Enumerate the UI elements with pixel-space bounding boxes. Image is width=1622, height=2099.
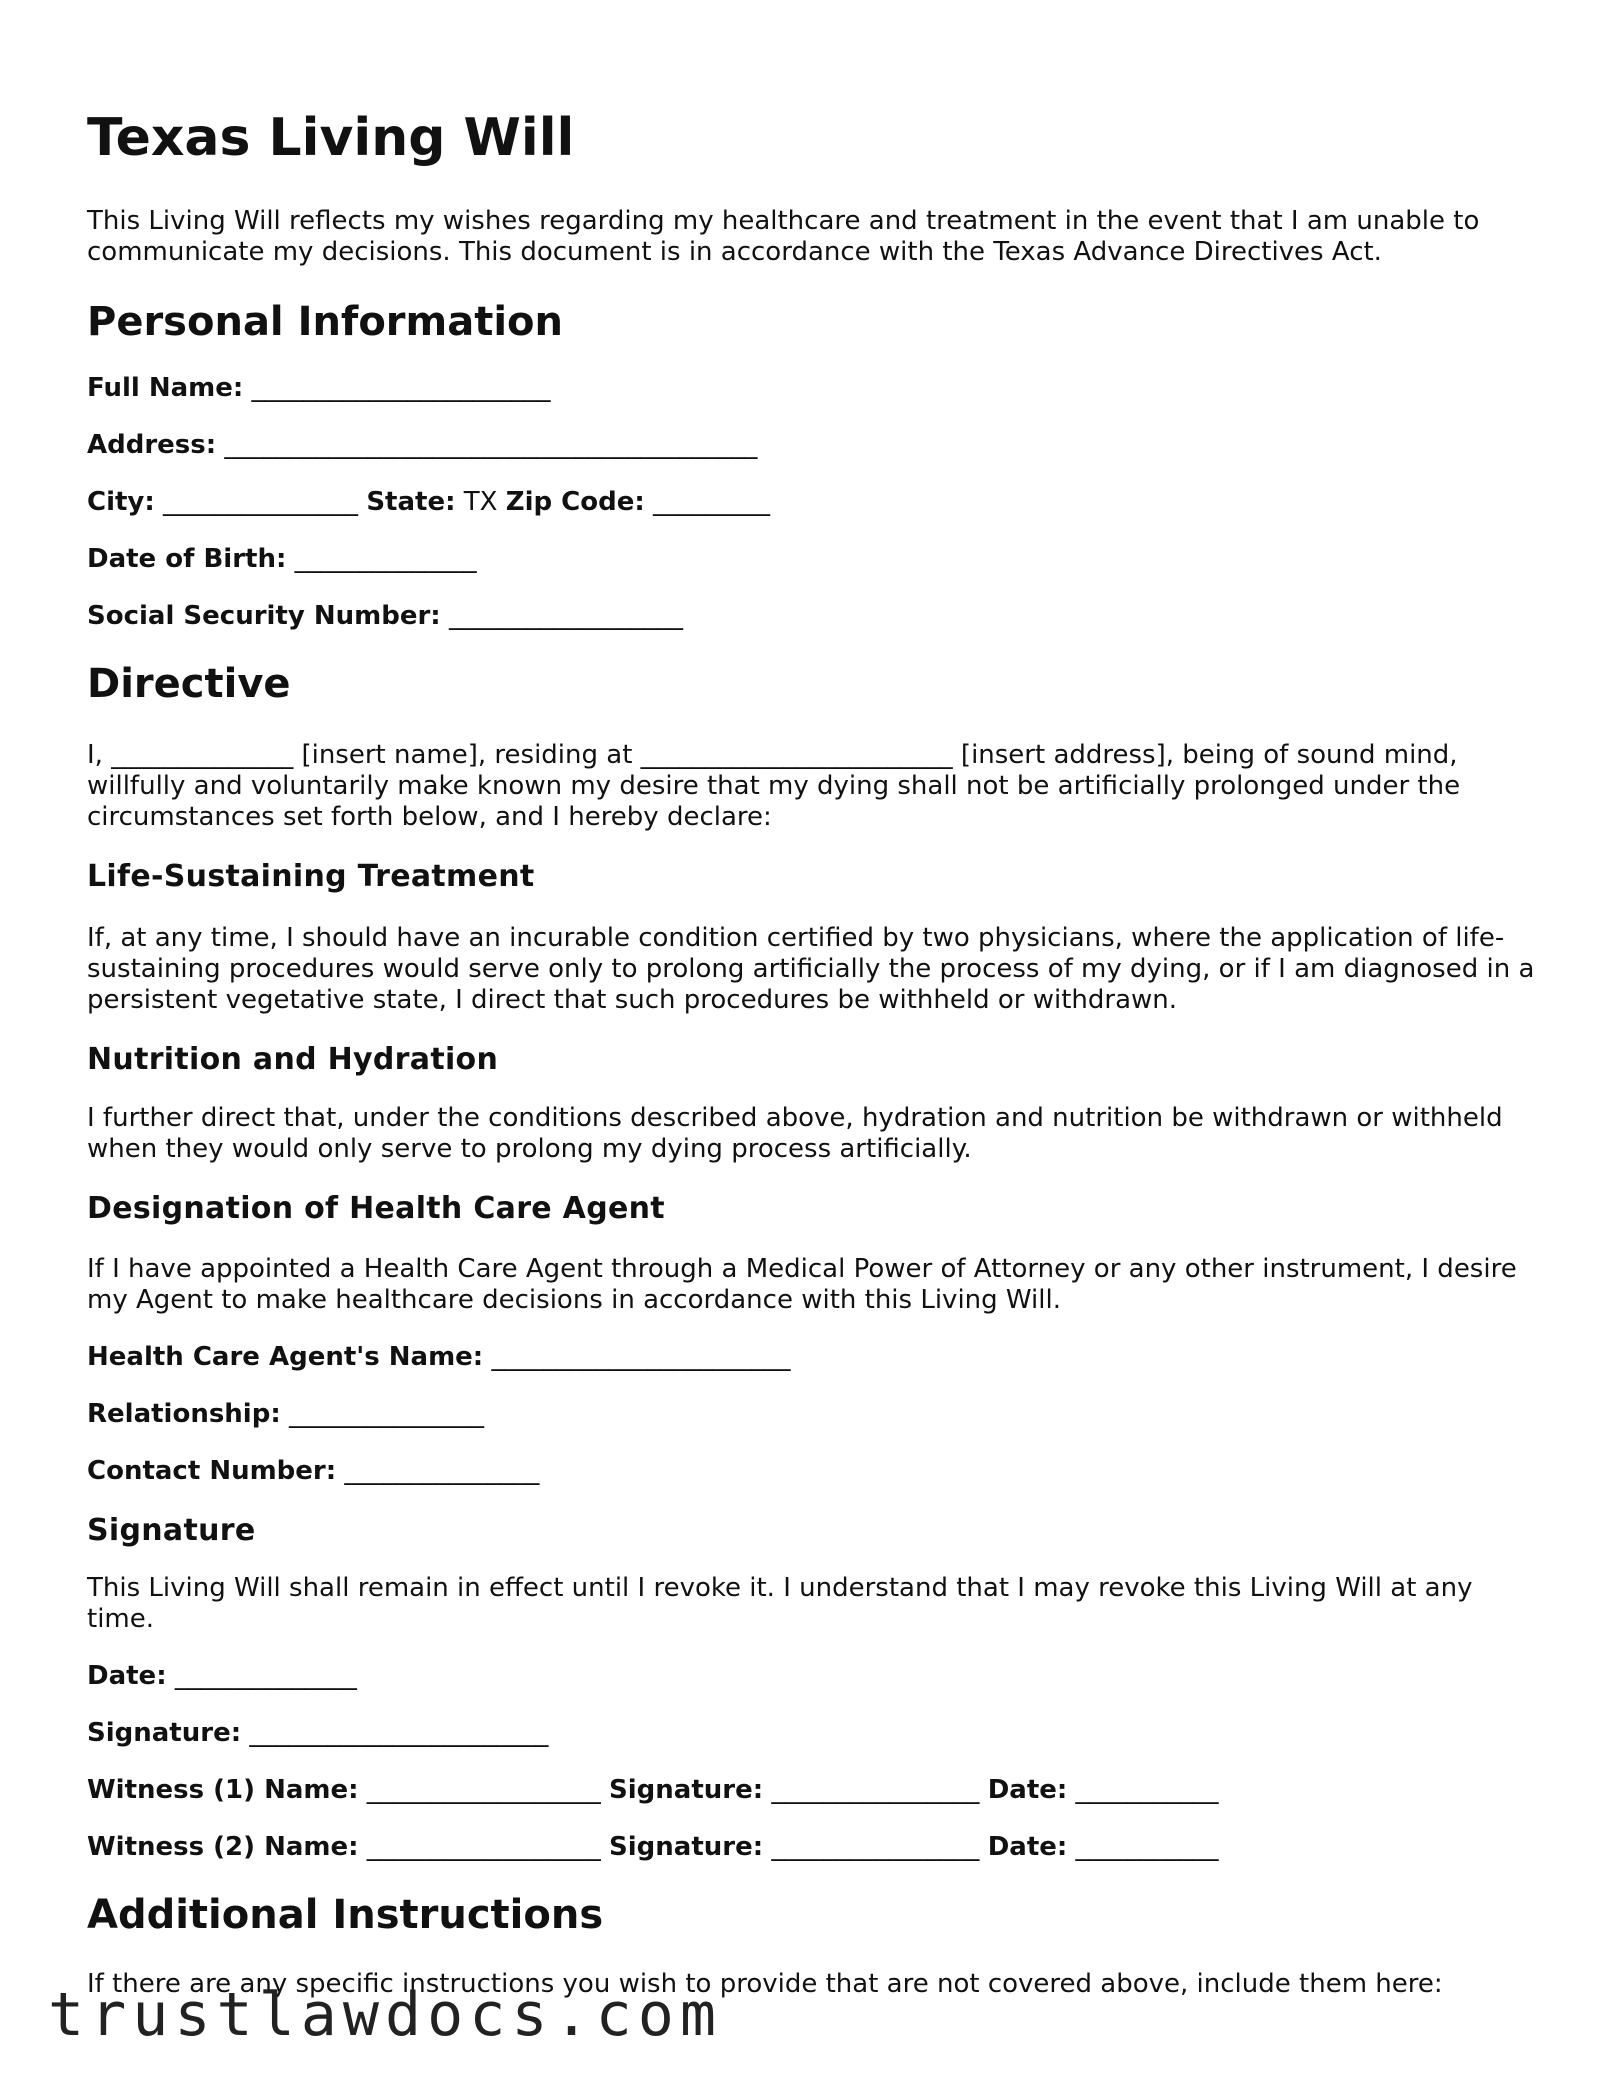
contact-blank[interactable]: _______________	[344, 1456, 540, 1486]
witness-1-date-blank[interactable]: ___________	[1075, 1775, 1219, 1805]
agent-name-field[interactable]	[87, 1342, 1547, 1373]
site-watermark: trustlawdocs.com	[48, 1980, 722, 2050]
witness-1-name-label: Witness (1) Name:	[87, 1775, 359, 1805]
signature-field[interactable]	[87, 1718, 1547, 1749]
witness-2-row	[87, 1832, 1547, 1863]
witness-1-date-label: Date:	[987, 1775, 1068, 1805]
directive-heading: Directive	[87, 661, 291, 707]
life-sustaining-paragraph: If, at any time, I should have an incurable condition certified by two physicians, where the application of life-sustaining procedures would serve only to prolong artificially the process of my dying, or if I am diagnosed in a persistent vegetative state, I direct that such procedures be withheld or withdrawn.	[87, 923, 1535, 1015]
address-field[interactable]	[87, 430, 1547, 461]
city-label: City:	[87, 487, 155, 517]
agent-heading: Designation of Health Care Agent	[87, 1191, 665, 1226]
witness-2-name-blank[interactable]: __________________	[366, 1832, 601, 1862]
document-title: Texas Living Will	[87, 108, 575, 168]
witness-2-date-label: Date:	[987, 1832, 1068, 1862]
signature-heading: Signature	[87, 1513, 256, 1548]
relationship-blank[interactable]: _______________	[289, 1399, 484, 1429]
witness-2-signature-blank[interactable]: ________________	[771, 1832, 980, 1862]
zip-blank[interactable]: _________	[653, 487, 770, 517]
witness-1-name-blank[interactable]: __________________	[366, 1775, 601, 1805]
document-page	[87, 0, 1547, 2000]
witness-1-signature-label: Signature:	[609, 1775, 764, 1805]
date-blank[interactable]: ______________	[174, 1661, 357, 1691]
full-name-label: Full Name:	[87, 373, 244, 403]
signature-blank[interactable]: _______________________	[249, 1718, 549, 1748]
dob-blank[interactable]: ______________	[294, 544, 477, 574]
additional-instructions-heading: Additional Instructions	[87, 1892, 604, 1938]
contact-number-field[interactable]	[87, 1456, 1547, 1487]
zip-label: Zip Code:	[505, 487, 645, 517]
agent-name-label: Health Care Agent's Name:	[87, 1342, 484, 1372]
date-field[interactable]	[87, 1661, 1547, 1692]
witness-1-row	[87, 1775, 1547, 1806]
intro-paragraph: This Living Will reflects my wishes regarding my healthcare and treatment in the event that I am unable to communicate my decisions. This document is in accordance with the Texas Advance Directives Act.	[87, 206, 1480, 267]
witness-2-date-blank[interactable]: ___________	[1075, 1832, 1219, 1862]
directive-paragraph: I, ______________ [insert name], residing at ________________________ [insert address], being of sound mind, willfully and voluntarily make known my desire that my dying shall not be artificially prolonged under the circumstances set forth below, and I hereby declare:	[87, 740, 1461, 832]
address-label: Address:	[87, 430, 217, 460]
ssn-field[interactable]	[87, 601, 1547, 632]
city-blank[interactable]: _______________	[163, 487, 359, 517]
signature-label: Signature:	[87, 1718, 242, 1748]
signature-paragraph: This Living Will shall remain in effect until I revoke it. I understand that I may revoke this Living Will at any time.	[87, 1573, 1473, 1634]
ssn-label: Social Security Number:	[87, 601, 441, 631]
state-value: TX	[463, 487, 498, 517]
agent-name-blank[interactable]: _______________________	[491, 1342, 791, 1372]
full-name-blank[interactable]: _______________________	[251, 373, 551, 403]
contact-label: Contact Number:	[87, 1456, 337, 1486]
witness-2-name-label: Witness (2) Name:	[87, 1832, 359, 1862]
life-sustaining-heading: Life-Sustaining Treatment	[87, 859, 535, 894]
state-label: State:	[366, 487, 456, 517]
additional-instructions-paragraph: If there are any specific instructions you wish to provide that are not covered above, include them here:	[87, 1969, 1443, 1999]
witness-1-signature-blank[interactable]: ________________	[771, 1775, 980, 1805]
nutrition-heading: Nutrition and Hydration	[87, 1042, 499, 1077]
ssn-blank[interactable]: __________________	[448, 601, 683, 631]
dob-label: Date of Birth:	[87, 544, 287, 574]
agent-paragraph: If I have appointed a Health Care Agent through a Medical Power of Attorney or any other instrument, I desire my Agent to make healthcare decisions in accordance with this Living Will.	[87, 1254, 1517, 1315]
relationship-label: Relationship:	[87, 1399, 281, 1429]
relationship-field[interactable]	[87, 1399, 1547, 1430]
full-name-field[interactable]	[87, 373, 1547, 404]
nutrition-paragraph: I further direct that, under the conditions described above, hydration and nutrition be withdrawn or withheld when they would only serve to prolong my dying process artificially.	[87, 1103, 1503, 1164]
date-label: Date:	[87, 1661, 167, 1691]
city-state-zip-row	[87, 487, 1547, 518]
witness-2-signature-label: Signature:	[609, 1832, 764, 1862]
date-of-birth-field[interactable]	[87, 544, 1547, 575]
personal-information-heading: Personal Information	[87, 299, 563, 345]
address-blank[interactable]: _________________________________________	[224, 430, 758, 460]
